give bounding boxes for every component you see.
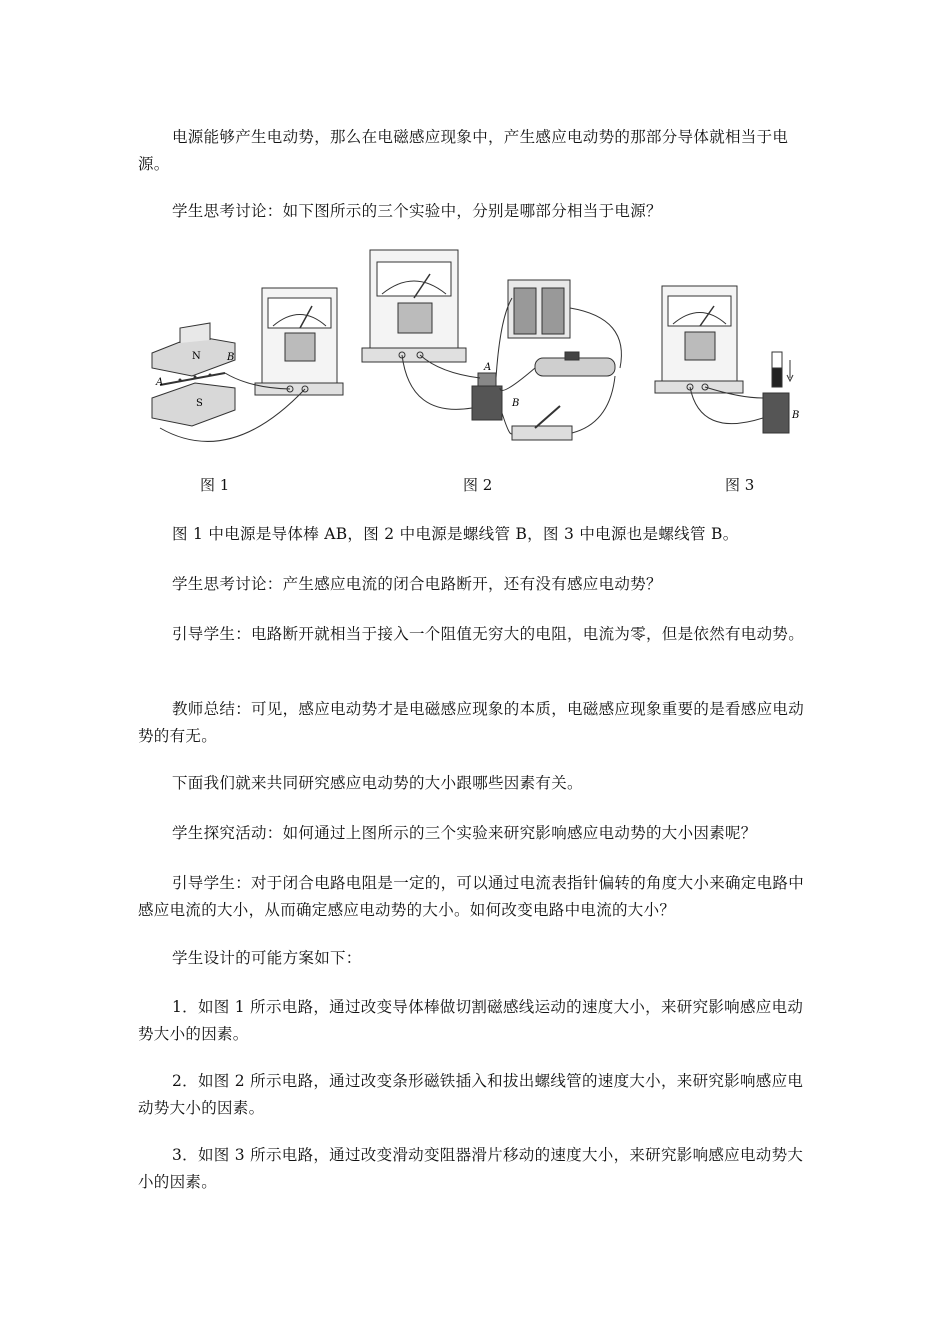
paragraph: 3．如图 3 所示电路，通过改变滑动变阻器滑片移动的速度大小，来研究影响感应电动势大小的因素。 xyxy=(138,1146,804,1191)
paragraph: 学生探究活动：如何通过上图所示的三个实验来研究影响感应电动势的大小因素呢？ xyxy=(172,824,757,842)
figure-caption-2: 图 2 xyxy=(463,476,493,494)
paragraph: 下面我们就来共同研究感应电动势的大小跟哪些因素有关。 xyxy=(172,774,583,792)
figure-3-apparatus xyxy=(655,286,793,433)
label-b: B xyxy=(227,352,235,363)
paragraph: 图 1 中电源是导体棒 AB，图 2 中电源是螺线管 B，图 3 中电源也是螺线管 B。 xyxy=(172,525,739,543)
paragraph: 教师总结：可见，感应电动势才是电磁感应现象的本质，电磁感应现象重要的是看感应电动势的有无。 xyxy=(138,700,805,745)
figure-1-apparatus xyxy=(152,288,343,441)
fig2-label-b: B xyxy=(512,398,520,409)
experiment-figure xyxy=(140,248,820,458)
label-a: A xyxy=(156,377,164,388)
fig3-label-b: B xyxy=(792,410,800,421)
paragraph: 引导学生：对于闭合电路电阻是一定的，可以通过电流表指针偏转的角度大小来确定电路中感应电流的大小，从而确定感应电动势的大小。如何改变电路中电流的大小？ xyxy=(138,874,805,919)
fig2-label-a: A xyxy=(484,362,492,373)
paragraph: 2．如图 2 所示电路，通过改变条形磁铁插入和拔出螺线管的速度大小，来研究影响感应电动势大小的因素。 xyxy=(138,1072,804,1117)
label-n: N xyxy=(192,351,201,362)
figure-caption-3: 图 3 xyxy=(725,476,755,494)
figure-caption-1: 图 1 xyxy=(200,476,230,494)
paragraph: 学生思考讨论：产生感应电流的闭合电路断开，还有没有感应电动势？ xyxy=(172,575,662,593)
paragraph: 1．如图 1 所示电路，通过改变导体棒做切割磁感线运动的速度大小，来研究影响感应电动势大小的因素。 xyxy=(138,998,804,1043)
figure-2-apparatus xyxy=(362,250,621,440)
paragraph: 学生思考讨论：如下图所示的三个实验中，分别是哪部分相当于电源？ xyxy=(172,202,662,220)
paragraph: 引导学生：电路断开就相当于接入一个阻值无穷大的电阻，电流为零，但是依然有电动势。 xyxy=(172,625,805,643)
paragraph: 电源能够产生电动势，那么在电磁感应现象中，产生感应电动势的那部分导体就相当于电源。 xyxy=(138,128,789,173)
label-s: S xyxy=(196,398,203,409)
paragraph: 学生设计的可能方案如下： xyxy=(172,949,362,967)
